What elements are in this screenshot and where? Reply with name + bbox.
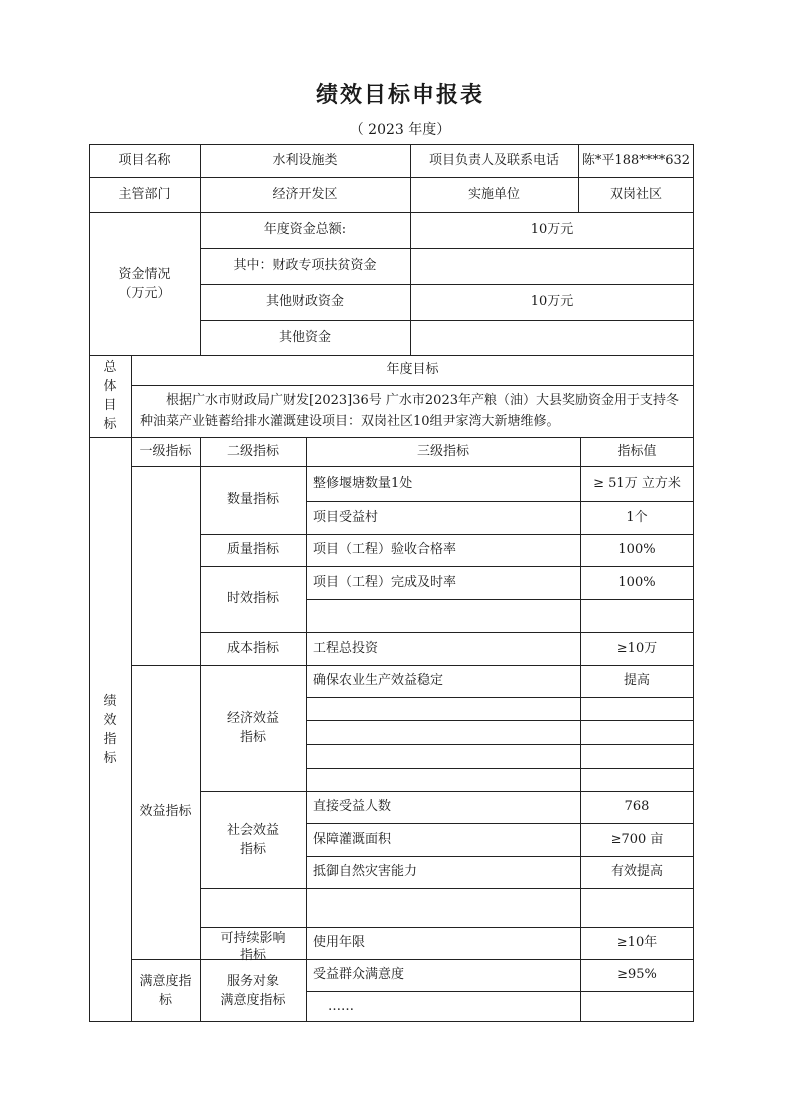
sustain-impact-label [200,927,306,963]
fund-other-label: 其他资金 [278,329,331,345]
quality-indicator-label: 质量指标 [226,542,279,557]
indicator-name: 项目（工程）验收合格率 [313,542,457,557]
satisfaction-label-line: 标 [158,992,172,1008]
social-benefit-label [200,791,306,888]
funds-section-unit: （万元） [118,285,171,301]
indicator-value: 有效提高 [610,864,663,879]
header-level3: 三级指标 [416,443,469,459]
sustain-label-line: 指标 [239,948,266,963]
fund-other-fiscal-value: 10万元 [530,294,574,309]
fund-total-value: 10万元 [530,222,574,237]
indicator-name: 项目（工程）完成及时率 [313,574,457,590]
quantity-indicator-label: 数量指标 [226,492,279,507]
cost-indicator-label: 成本指标 [226,640,279,656]
annual-target-text: 根据广水市财政局广财发[2023]36号 广水市2023年产粮（油）大县奖励资金用于支持冬种油菜产业链蓄给排水灌溉建设项目：双岗社区10组尹家湾大新塘维修。 [140,393,679,429]
project-name-value: 水利设施类 [272,152,338,168]
overall-label-char: 目 [103,398,117,413]
indicator-name: …… [328,998,354,1014]
indicator-name: 保障灌溉面积 [313,831,392,847]
service-label-line: 满意度指标 [220,992,286,1008]
header-level1: 一级指标 [139,443,192,459]
social-label-line: 社会效益 [226,822,279,838]
economic-label-line: 经济效益 [226,711,279,726]
year-line: （ 2023 年度） [349,122,451,138]
sustain-label-line: 可持续影响 [220,931,286,946]
grid-line [200,888,694,889]
indicator-value: 提高 [623,673,650,688]
satisfaction-indicator-label [131,959,200,1022]
timeliness-indicator-label: 时效指标 [226,591,279,606]
grid-line [131,385,694,386]
performance-label-char: 标 [103,750,117,766]
funds-section-label [89,212,200,355]
indicator-value: 1个 [626,509,648,525]
satisfaction-label-line: 满意度指 [139,973,192,989]
indicator-value: ≥ 51万 立方米 [593,475,681,491]
social-label-line: 指标 [239,841,266,857]
indicator-name: 抵御自然灾害能力 [313,864,418,879]
fund-poverty-label: 其中：财政专项扶贫资金 [233,258,377,273]
service-label-line: 服务对象 [226,973,279,989]
indicator-value: ≥10年 [616,935,658,950]
project-manager-label: 项目负责人及联系电话 [428,152,559,168]
indicator-value: ≥95% [617,967,657,982]
performance-section-label [89,437,131,1022]
performance-label-char: 效 [103,712,117,728]
economic-label-line: 指标 [239,730,266,745]
project-manager-value: 陈*平188****632 [581,152,691,168]
dept-value: 经济开发区 [272,186,338,202]
fund-total-label: 年度资金总额: [263,222,347,237]
service-satisfaction-label [200,959,306,1022]
fund-other-value [410,320,694,355]
indicator-value: ≥700 亩 [610,831,664,847]
funds-section-title: 资金情况 [118,266,171,282]
grid-line [306,768,694,769]
indicator-value: ≥10万 [616,640,658,656]
project-name-label: 项目名称 [118,152,171,168]
fund-poverty-value [410,248,694,284]
indicator-name: 整修堰塘数量1处 [313,475,413,491]
indicator-name: 直接受益人数 [313,799,392,814]
dept-label: 主管部门 [118,186,171,202]
header-value: 指标值 [617,443,657,459]
indicator-value: 100% [618,574,656,590]
unit-label: 实施单位 [467,186,520,202]
header-level2: 二级指标 [226,443,279,459]
grid-line [306,720,694,721]
performance-label-char: 指 [103,731,117,747]
indicator-name: 工程总投资 [313,640,379,656]
indicator-value: 100% [618,542,656,557]
unit-value: 双岗社区 [609,186,662,202]
benefit-indicator-label: 效益指标 [139,804,192,819]
overall-label-char: 标 [103,417,117,432]
performance-label-char: 绩 [103,693,117,709]
grid-line [306,744,694,745]
overall-label-char: 体 [103,379,117,394]
indicator-value: 768 [624,799,650,814]
grid-line [306,599,694,600]
indicator-value [580,991,694,1022]
indicator-name: 使用年限 [313,935,366,950]
overall-section-label [89,355,131,437]
economic-benefit-label [200,665,306,791]
page-title: 绩效目标申报表 [315,82,484,108]
overall-label-char: 总 [103,360,117,375]
indicator-name: 确保农业生产效益稳定 [313,673,444,688]
indicator-name: 项目受益村 [313,509,379,525]
grid-line [306,697,694,698]
annual-target-header: 年度目标 [386,362,439,377]
fund-other-fiscal-label: 其他财政资金 [265,294,344,309]
indicator-name: 受益群众满意度 [313,967,405,982]
